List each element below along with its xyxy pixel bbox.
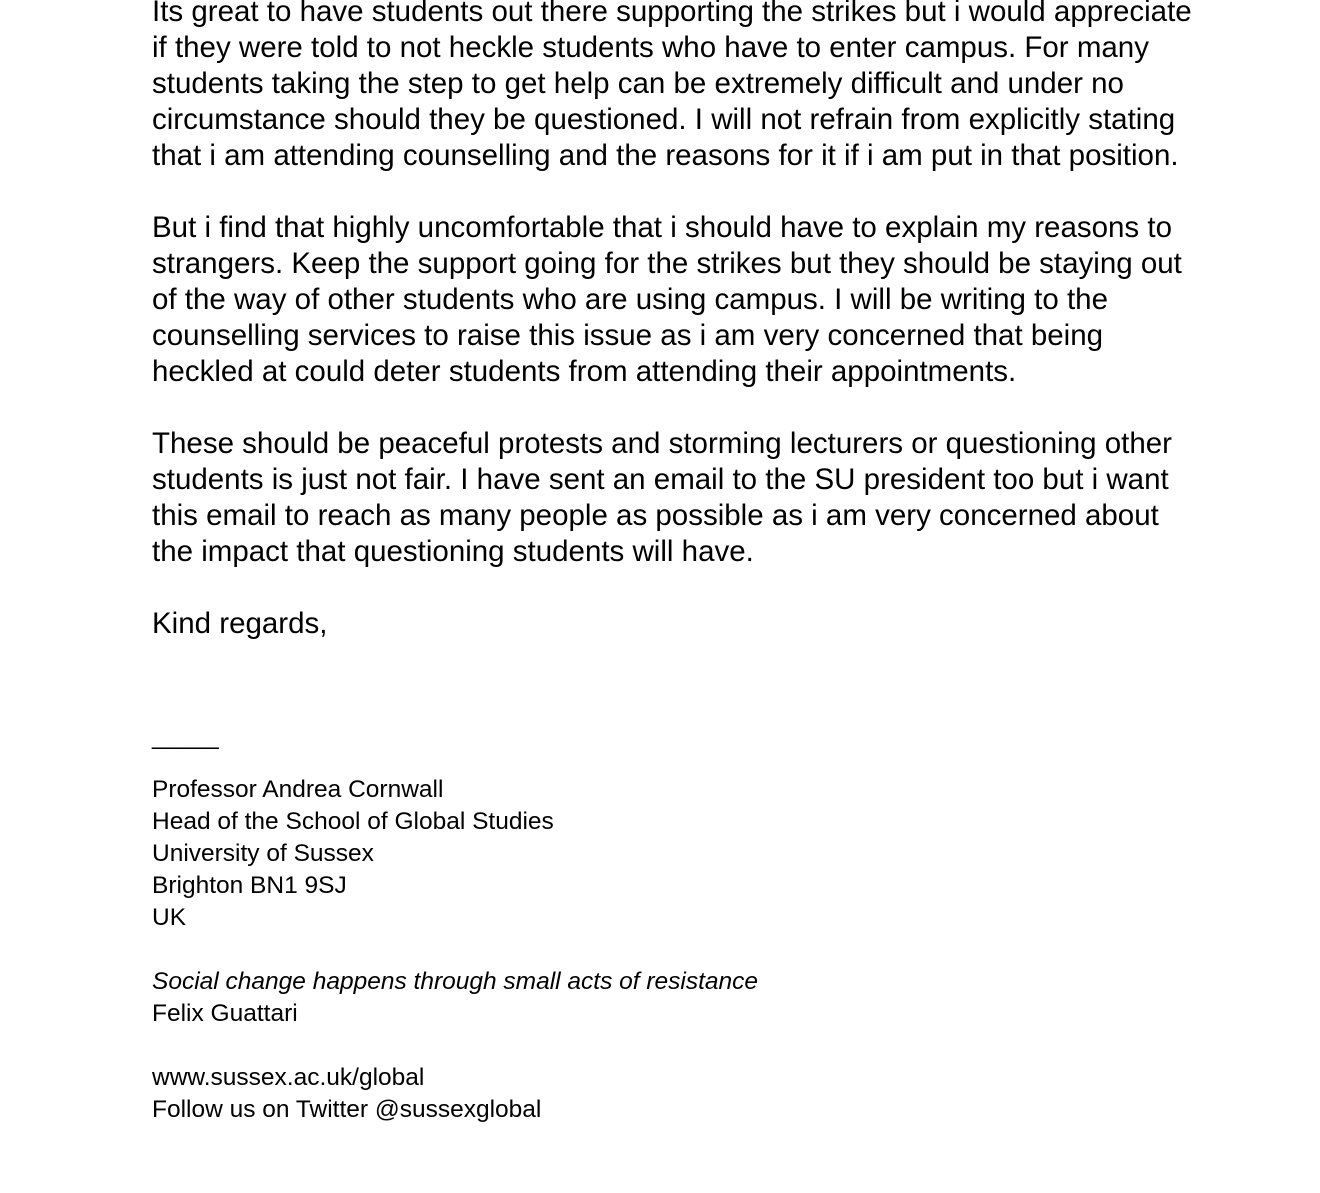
signature-website: www.sussex.ac.uk/global xyxy=(152,1064,425,1091)
signature-spacer xyxy=(152,1030,1052,1062)
signature-role: Head of the School of Global Studies xyxy=(152,808,554,835)
signature-quote-author: Felix Guattari xyxy=(152,1000,298,1027)
signature-divider: _____ xyxy=(152,723,219,750)
email-body xyxy=(152,0,1302,642)
signature-name: Professor Andrea Cornwall xyxy=(152,776,444,803)
email-signature xyxy=(152,774,1052,1126)
email-paragraph: These should be peaceful protests and storming lecturers or questioning other students is just not fair. I have sent an email to the SU president too but i want this email to reach as many people as possible as i am very concerned about the impact that questioning students will have. xyxy=(152,427,1172,568)
signature-quote: Social change happens through small acts of resistance xyxy=(152,968,759,995)
signature-institution: University of Sussex xyxy=(152,840,374,867)
signature-country: UK xyxy=(152,904,187,931)
email-closing: Kind regards, xyxy=(152,607,328,640)
email-paragraph: But i find that highly uncomfortable that i should have to explain my reasons to strangers. Keep the support going for the strikes but they should be staying out of the way of other students who are using campus. I will be writing to the counselling services to raise this issue as i am very concerned that being heckled at could deter students from attending their appointments. xyxy=(152,211,1182,388)
signature-spacer xyxy=(152,934,1052,966)
signature-twitter: Follow us on Twitter @sussexglobal xyxy=(152,1096,542,1123)
email-paragraph: Its great to have students out there supporting the strikes but i would appreciate if they were told to not heckle students who have to enter campus. For many students taking the step to get help can be extremely difficult and under no circumstance should they be questioned. I will not refrain from explicitly stating that i am attending counselling and the reasons for it if i am put in that position. xyxy=(152,0,1192,172)
signature-address: Brighton BN1 9SJ xyxy=(152,872,347,899)
